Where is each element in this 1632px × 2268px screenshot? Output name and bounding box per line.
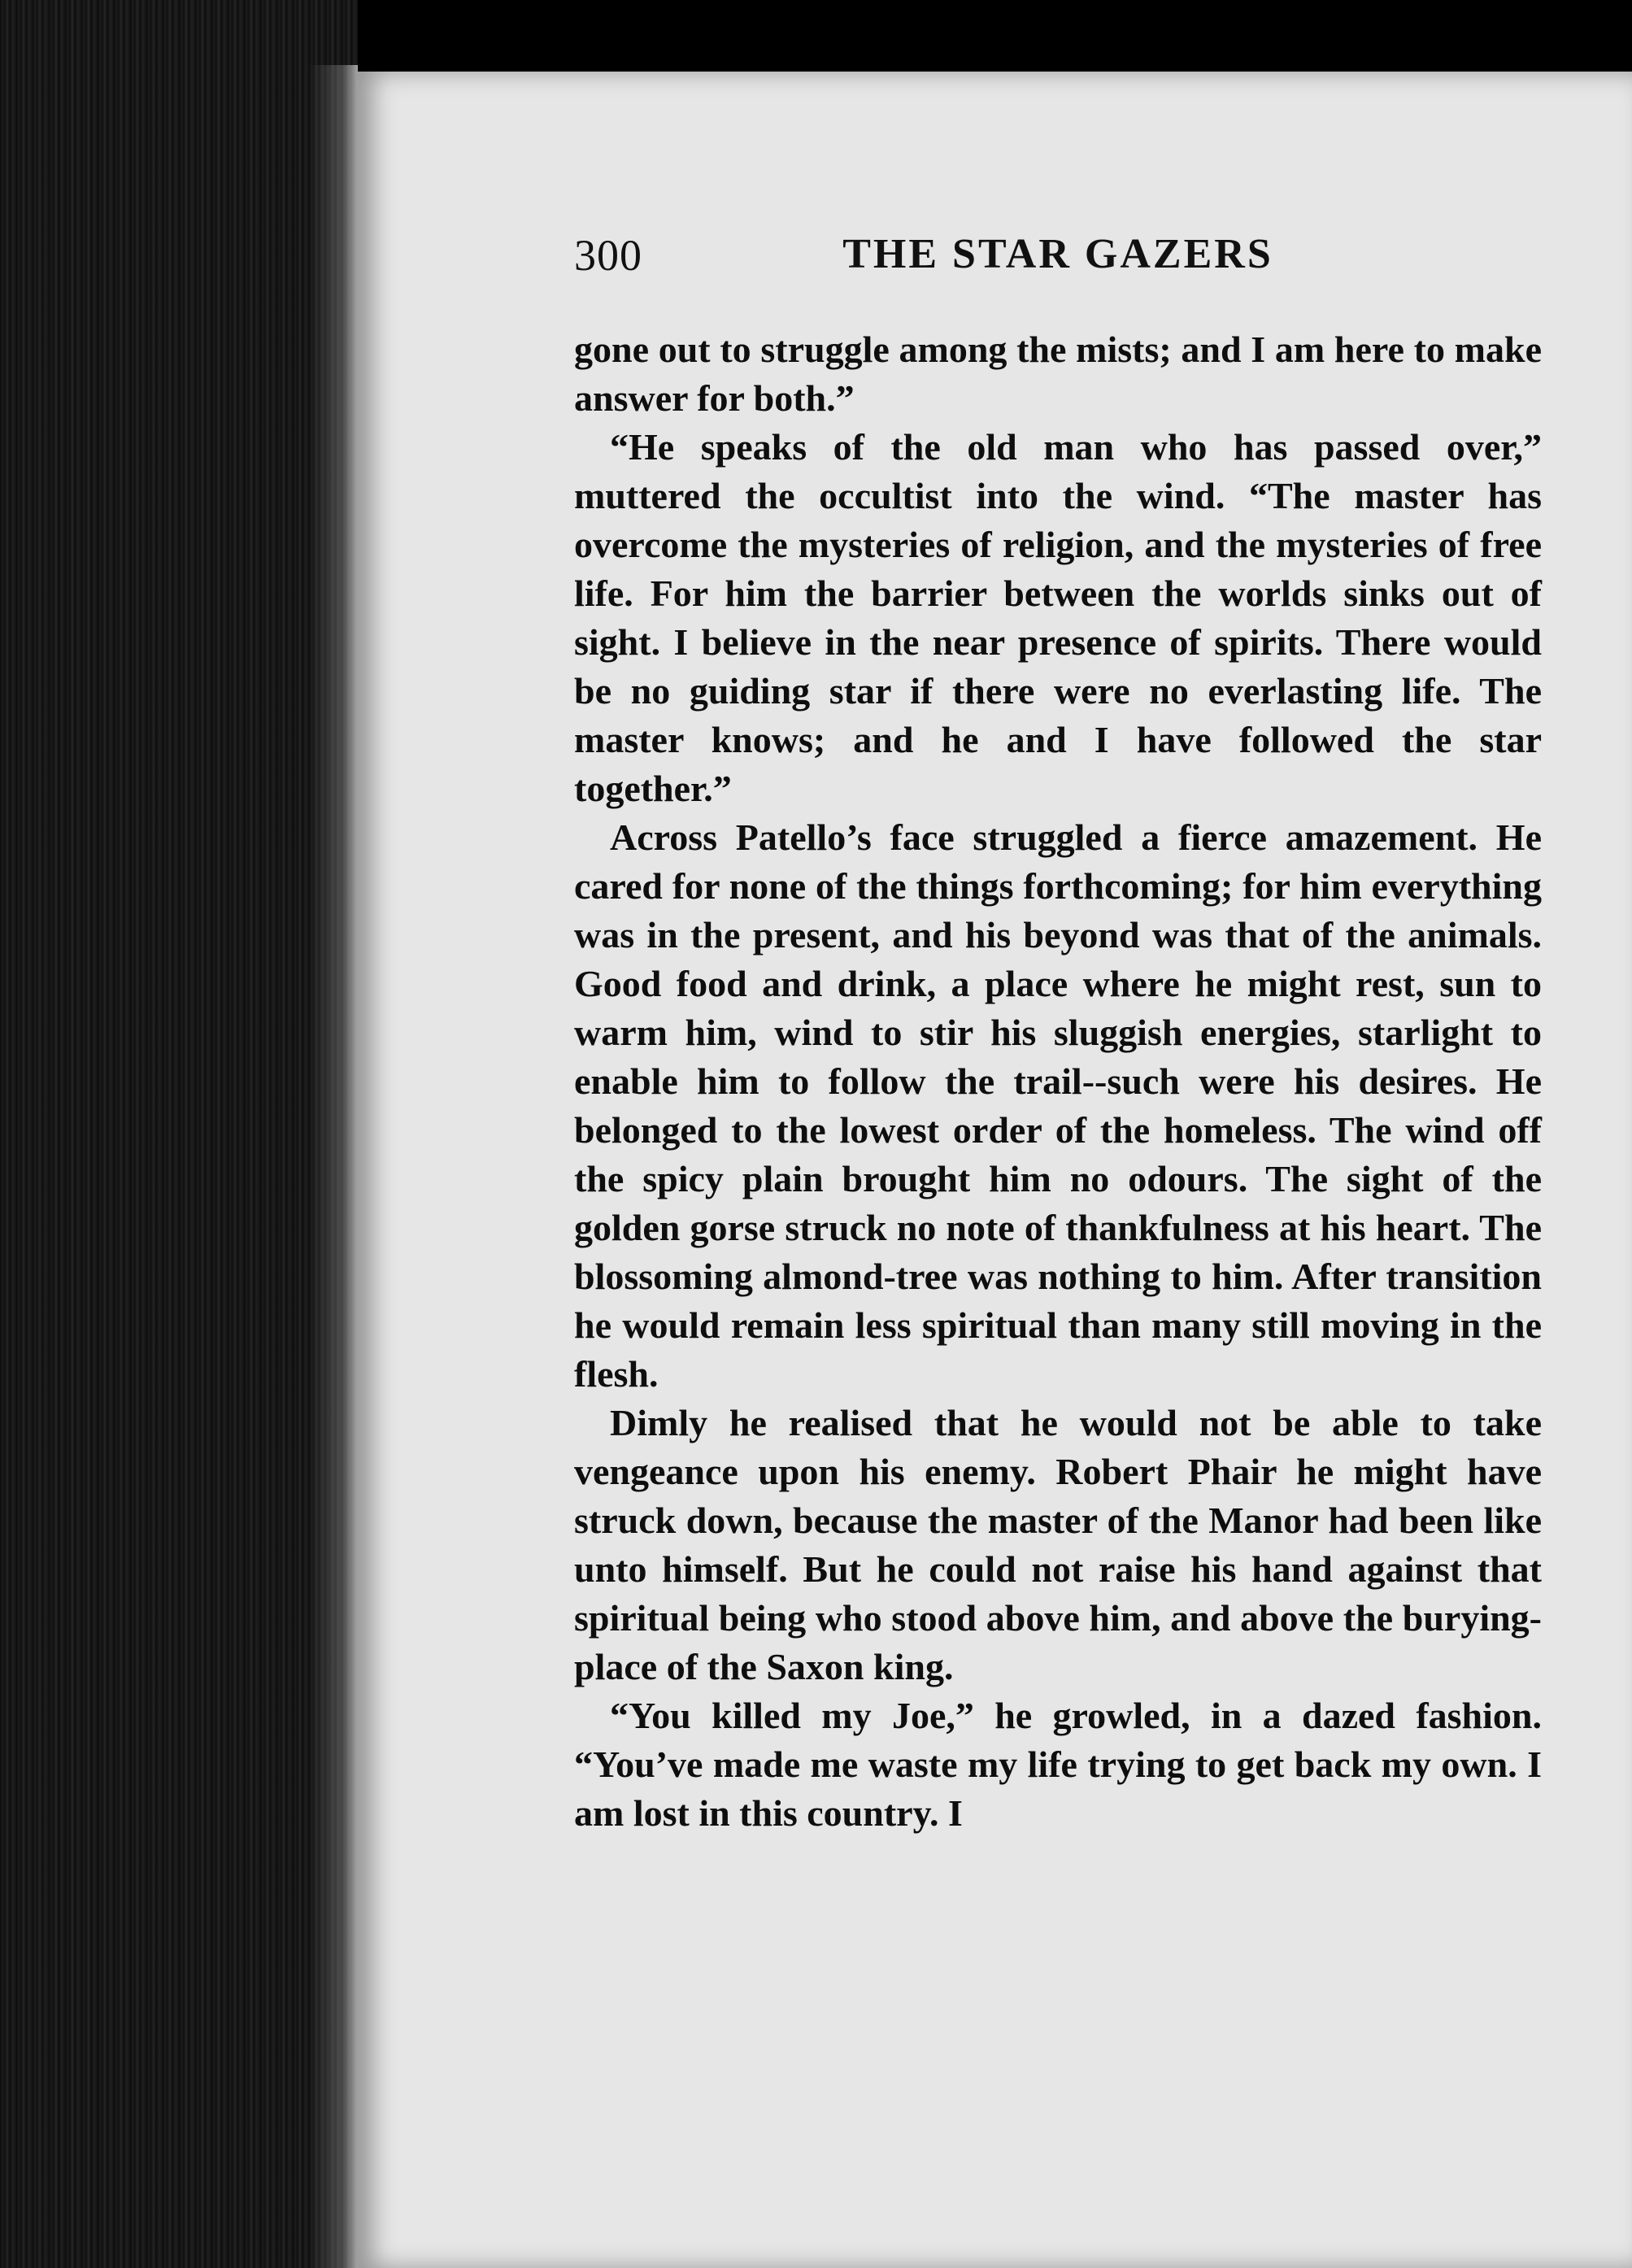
book-page-edges	[0, 0, 358, 2268]
running-title: THE STAR GAZERS	[842, 231, 1273, 277]
paragraph: “You killed my Joe,” he growled, in a dazed fashion. “You’ve made me waste my life trying to get back my own. I am lost in this country. I	[574, 1695, 1542, 1834]
body-text	[574, 325, 1542, 1838]
paragraph: Dimly he realised that he would not be able to take vengeance upon his enemy. Robert Phair he might have struck down, because the master of the Manor had been like unto himself. But he could not raise his hand against that spiritual being who stood above him, and above the burying-place of the Saxon king.	[574, 1402, 1542, 1687]
paragraph: “He speaks of the old man who has passed over,” muttered the occultist into the wind. “The master has overcome the mysteries of religion, and the mysteries of free life. For him the barrier between the worlds sinks out of sight. I believe in the near presence of spirits. There would be no guiding star if there were no everlasting life. The master knows; and he and I have followed the star together.”	[574, 426, 1542, 809]
paragraph-continued: gone out to struggle among the mists; and I am here to make answer for both.”	[574, 329, 1542, 419]
paragraph: Across Patello’s face struggled a fierce amazement. He cared for none of the things forthcoming; for him everything was in the present, and his beyond was that of the animals. Good food and drink, a place where he might rest, sun to warm him, wind to stir his sluggish energies, starlight to enable him to follow the trail--such were his desires. He belonged to the lowest order of the homeless. The wind off the spicy plain brought him no odours. The sight of the golden gorse struck no note of thankfulness at his heart. The blossoming almond-tree was nothing to him. After transition he would remain less spiritual than many still moving in the flesh.	[574, 816, 1542, 1395]
book-page	[358, 72, 1632, 2268]
page-number: 300	[574, 231, 642, 280]
page-header	[574, 230, 1542, 287]
